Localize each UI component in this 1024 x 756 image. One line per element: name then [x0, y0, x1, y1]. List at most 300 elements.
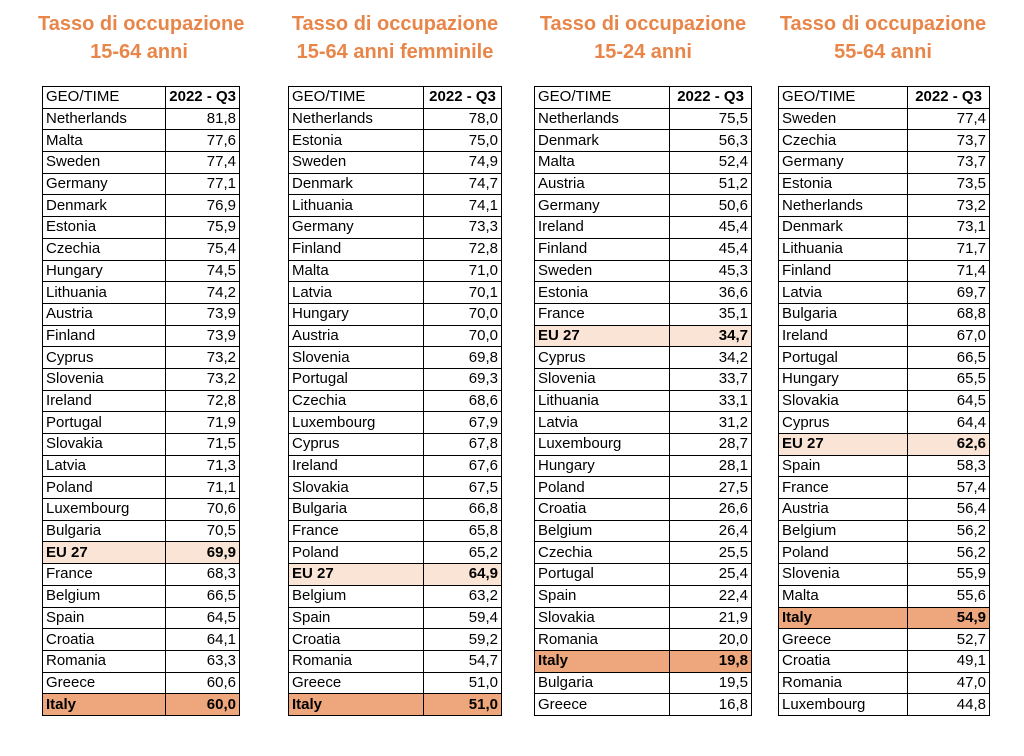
cell-country: Romania	[43, 650, 166, 672]
cell-country: EU 27	[779, 434, 908, 456]
table-row	[289, 412, 502, 434]
cell-value: 63,2	[424, 585, 502, 607]
table-row	[779, 390, 990, 412]
cell-country: Spain	[535, 585, 670, 607]
cell-value: 60,6	[166, 672, 240, 694]
panel-title-line1: Tasso di occupazione	[38, 13, 245, 35]
cell-value: 69,9	[166, 542, 240, 564]
cell-value: 73,9	[166, 325, 240, 347]
table-row	[289, 282, 502, 304]
cell-value: 75,9	[166, 217, 240, 239]
table-row	[535, 520, 752, 542]
cell-country: Slovakia	[779, 390, 908, 412]
cell-value: 49,1	[908, 650, 990, 672]
cell-value: 65,8	[424, 520, 502, 542]
table-row	[43, 260, 240, 282]
cell-country: Bulgaria	[289, 499, 424, 521]
cell-value: 47,0	[908, 672, 990, 694]
cell-country: Czechia	[535, 542, 670, 564]
table-row	[289, 390, 502, 412]
panel-title-line1: Tasso di occupazione	[291, 13, 499, 35]
table-row	[779, 238, 990, 260]
cell-value: 81,8	[166, 108, 240, 130]
cell-value: 64,5	[908, 390, 990, 412]
cell-country: Germany	[43, 173, 166, 195]
cell-value: 52,7	[908, 629, 990, 651]
cell-country: EU 27	[289, 564, 424, 586]
table-header-row	[43, 87, 240, 109]
header-period: 2022 - Q3	[424, 87, 502, 109]
table-row	[535, 173, 752, 195]
cell-value: 66,8	[424, 499, 502, 521]
cell-value: 54,7	[424, 650, 502, 672]
table-row	[535, 217, 752, 239]
cell-value: 68,8	[908, 303, 990, 325]
table-row	[779, 130, 990, 152]
table-row	[535, 195, 752, 217]
table-row-eu27	[43, 542, 240, 564]
panel-title	[534, 10, 752, 68]
cell-value: 73,2	[166, 368, 240, 390]
cell-country: Estonia	[289, 130, 424, 152]
cell-country: Denmark	[289, 173, 424, 195]
cell-value: 51,0	[424, 672, 502, 694]
table-row	[43, 672, 240, 694]
cell-country: Denmark	[43, 195, 166, 217]
table-row	[43, 325, 240, 347]
cell-country: Poland	[43, 477, 166, 499]
cell-value: 71,7	[908, 238, 990, 260]
cell-country: Romania	[289, 650, 424, 672]
table-row	[535, 303, 752, 325]
cell-country: Latvia	[289, 282, 424, 304]
table-row	[779, 499, 990, 521]
cell-country: Czechia	[289, 390, 424, 412]
table-header-row	[535, 87, 752, 109]
table-row	[43, 173, 240, 195]
table-row	[289, 173, 502, 195]
table-header-row	[289, 87, 502, 109]
table-row	[43, 195, 240, 217]
table-row-italy	[43, 694, 240, 716]
cell-value: 19,5	[670, 672, 752, 694]
cell-value: 64,5	[166, 607, 240, 629]
table-row	[535, 564, 752, 586]
table-row	[535, 108, 752, 130]
cell-country: Slovenia	[43, 368, 166, 390]
cell-country: Latvia	[779, 282, 908, 304]
cell-value: 72,8	[424, 238, 502, 260]
table-row	[43, 455, 240, 477]
employment-table	[42, 86, 240, 716]
table-row	[535, 390, 752, 412]
table-row	[43, 499, 240, 521]
cell-value: 66,5	[908, 347, 990, 369]
cell-value: 67,0	[908, 325, 990, 347]
cell-country: Austria	[535, 173, 670, 195]
cell-country: Cyprus	[535, 347, 670, 369]
cell-value: 28,7	[670, 434, 752, 456]
cell-country: Latvia	[535, 412, 670, 434]
cell-country: France	[289, 520, 424, 542]
cell-value: 73,2	[908, 195, 990, 217]
cell-country: Germany	[535, 195, 670, 217]
cell-value: 66,5	[166, 585, 240, 607]
cell-country: Croatia	[289, 629, 424, 651]
cell-value: 59,2	[424, 629, 502, 651]
table-row	[289, 108, 502, 130]
cell-country: Ireland	[535, 217, 670, 239]
cell-country: Belgium	[289, 585, 424, 607]
cell-value: 28,1	[670, 455, 752, 477]
table-row	[779, 412, 990, 434]
table-row	[43, 585, 240, 607]
panel-employment-15-64-female	[288, 0, 502, 713]
panel-employment-55-64	[776, 0, 990, 713]
employment-table	[778, 86, 990, 716]
table-row	[779, 650, 990, 672]
panel-title-line1: Tasso di occupazione	[539, 13, 747, 35]
cell-value: 33,1	[670, 390, 752, 412]
cell-value: 63,3	[166, 650, 240, 672]
cell-country: Italy	[289, 694, 424, 716]
table-row	[535, 585, 752, 607]
table-row	[779, 477, 990, 499]
panel-title-line2: 15-64 anni femminile	[296, 41, 494, 63]
cell-value: 25,4	[670, 564, 752, 586]
table-row	[779, 629, 990, 651]
cell-value: 75,4	[166, 238, 240, 260]
table-row	[289, 303, 502, 325]
employment-table	[288, 86, 502, 716]
cell-value: 71,9	[166, 412, 240, 434]
panel-title-line2: 55-64 anni	[834, 41, 932, 63]
cell-country: Romania	[535, 629, 670, 651]
table-row	[779, 347, 990, 369]
cell-country: Slovakia	[289, 477, 424, 499]
cell-value: 73,2	[166, 347, 240, 369]
cell-country: Romania	[779, 672, 908, 694]
cell-value: 45,4	[670, 217, 752, 239]
table-row	[289, 672, 502, 694]
cell-country: Estonia	[779, 173, 908, 195]
cell-country: Poland	[289, 542, 424, 564]
cell-country: Hungary	[43, 260, 166, 282]
cell-value: 59,4	[424, 607, 502, 629]
cell-value: 69,3	[424, 368, 502, 390]
cell-value: 75,0	[424, 130, 502, 152]
table-row	[289, 434, 502, 456]
cell-value: 67,6	[424, 455, 502, 477]
cell-country: Belgium	[535, 520, 670, 542]
cell-country: Sweden	[289, 152, 424, 174]
table-row	[289, 499, 502, 521]
cell-value: 51,0	[424, 694, 502, 716]
cell-country: Austria	[779, 499, 908, 521]
table-row	[289, 629, 502, 651]
table-row	[43, 650, 240, 672]
table-row	[779, 173, 990, 195]
cell-value: 65,2	[424, 542, 502, 564]
cell-value: 36,6	[670, 282, 752, 304]
cell-value: 73,3	[424, 217, 502, 239]
cell-country: Denmark	[535, 130, 670, 152]
cell-country: Ireland	[289, 455, 424, 477]
table-row	[289, 542, 502, 564]
cell-value: 73,5	[908, 173, 990, 195]
cell-country: Poland	[535, 477, 670, 499]
table-row	[535, 347, 752, 369]
cell-country: Spain	[779, 455, 908, 477]
table-row	[779, 564, 990, 586]
cell-country: Slovenia	[289, 347, 424, 369]
table-row	[779, 585, 990, 607]
cell-country: Malta	[289, 260, 424, 282]
cell-value: 56,2	[908, 520, 990, 542]
table-row	[43, 564, 240, 586]
table-row	[779, 694, 990, 716]
table-row	[289, 195, 502, 217]
table-row	[289, 585, 502, 607]
table-header-row	[779, 87, 990, 109]
cell-country: Greece	[535, 694, 670, 716]
table-row	[535, 282, 752, 304]
cell-value: 71,3	[166, 455, 240, 477]
cell-value: 62,6	[908, 434, 990, 456]
table-row-eu27	[289, 564, 502, 586]
header-country: GEO/TIME	[289, 87, 424, 109]
table-row-eu27	[779, 434, 990, 456]
table-row	[779, 195, 990, 217]
cell-country: Sweden	[535, 260, 670, 282]
table-row-italy	[289, 694, 502, 716]
cell-value: 75,5	[670, 108, 752, 130]
cell-country: Portugal	[289, 368, 424, 390]
cell-value: 64,9	[424, 564, 502, 586]
cell-country: Germany	[779, 152, 908, 174]
table-row	[535, 477, 752, 499]
cell-value: 67,9	[424, 412, 502, 434]
cell-country: Bulgaria	[779, 303, 908, 325]
cell-country: Greece	[779, 629, 908, 651]
cell-value: 71,0	[424, 260, 502, 282]
panel-title	[38, 10, 245, 68]
table-row	[535, 607, 752, 629]
cell-value: 69,8	[424, 347, 502, 369]
cell-value: 51,2	[670, 173, 752, 195]
cell-country: Luxembourg	[535, 434, 670, 456]
cell-value: 22,4	[670, 585, 752, 607]
table-row	[289, 260, 502, 282]
cell-value: 73,9	[166, 303, 240, 325]
table-row	[289, 238, 502, 260]
cell-value: 45,4	[670, 238, 752, 260]
cell-country: Malta	[43, 130, 166, 152]
cell-value: 68,6	[424, 390, 502, 412]
panel-title-line2: 15-24 anni	[594, 41, 692, 63]
cell-value: 44,8	[908, 694, 990, 716]
cell-value: 76,9	[166, 195, 240, 217]
table-row	[535, 152, 752, 174]
cell-value: 56,2	[908, 542, 990, 564]
cell-country: Luxembourg	[289, 412, 424, 434]
employment-table	[534, 86, 752, 716]
cell-value: 64,4	[908, 412, 990, 434]
header-country: GEO/TIME	[43, 87, 166, 109]
cell-country: Bulgaria	[43, 520, 166, 542]
cell-value: 56,3	[670, 130, 752, 152]
table-row	[535, 368, 752, 390]
cell-value: 60,0	[166, 694, 240, 716]
table-row	[779, 260, 990, 282]
cell-value: 72,8	[166, 390, 240, 412]
cell-value: 74,2	[166, 282, 240, 304]
cell-country: Slovenia	[535, 368, 670, 390]
table-row	[43, 368, 240, 390]
cell-value: 21,9	[670, 607, 752, 629]
table-row	[779, 672, 990, 694]
cell-value: 67,8	[424, 434, 502, 456]
cell-country: Estonia	[535, 282, 670, 304]
cell-value: 74,1	[424, 195, 502, 217]
table-row	[535, 455, 752, 477]
cell-country: Luxembourg	[43, 499, 166, 521]
cell-value: 74,5	[166, 260, 240, 282]
cell-value: 35,1	[670, 303, 752, 325]
cell-country: Croatia	[535, 499, 670, 521]
cell-value: 26,4	[670, 520, 752, 542]
cell-country: Hungary	[289, 303, 424, 325]
table-row	[779, 217, 990, 239]
panel-title	[776, 10, 990, 68]
cell-country: Ireland	[43, 390, 166, 412]
cell-country: Spain	[289, 607, 424, 629]
cell-country: Portugal	[535, 564, 670, 586]
table-row	[289, 217, 502, 239]
cell-value: 16,8	[670, 694, 752, 716]
panel-title	[288, 10, 502, 68]
table-row	[289, 607, 502, 629]
table-row	[43, 477, 240, 499]
cell-value: 45,3	[670, 260, 752, 282]
table-row	[535, 238, 752, 260]
cell-country: EU 27	[43, 542, 166, 564]
cell-value: 19,8	[670, 650, 752, 672]
cell-country: France	[43, 564, 166, 586]
cell-country: Italy	[43, 694, 166, 716]
table-row	[779, 325, 990, 347]
table-row-eu27	[535, 325, 752, 347]
cell-value: 77,4	[166, 152, 240, 174]
cell-country: Italy	[535, 650, 670, 672]
cell-country: Portugal	[43, 412, 166, 434]
table-row	[535, 542, 752, 564]
cell-country: Netherlands	[43, 108, 166, 130]
cell-value: 74,7	[424, 173, 502, 195]
cell-country: Croatia	[43, 629, 166, 651]
cell-country: France	[535, 303, 670, 325]
cell-value: 58,3	[908, 455, 990, 477]
cell-value: 25,5	[670, 542, 752, 564]
cell-value: 34,2	[670, 347, 752, 369]
header-country: GEO/TIME	[535, 87, 670, 109]
table-row	[289, 520, 502, 542]
cell-country: Sweden	[43, 152, 166, 174]
panel-title-line1: Tasso di occupazione	[779, 13, 987, 35]
cell-country: Poland	[779, 542, 908, 564]
cell-value: 73,7	[908, 130, 990, 152]
panel-employment-15-24	[534, 0, 752, 713]
table-row	[289, 152, 502, 174]
cell-country: Slovakia	[43, 434, 166, 456]
cell-country: EU 27	[535, 325, 670, 347]
table-row	[535, 434, 752, 456]
cell-value: 64,1	[166, 629, 240, 651]
table-row	[779, 108, 990, 130]
cell-value: 57,4	[908, 477, 990, 499]
table-row	[43, 629, 240, 651]
cell-value: 69,7	[908, 282, 990, 304]
panel-title-line2: 15-64 anni	[90, 41, 188, 63]
cell-country: Denmark	[779, 217, 908, 239]
cell-country: Lithuania	[535, 390, 670, 412]
cell-country: France	[779, 477, 908, 499]
cell-country: Belgium	[779, 520, 908, 542]
cell-country: Austria	[43, 303, 166, 325]
table-row	[43, 108, 240, 130]
header-period: 2022 - Q3	[166, 87, 240, 109]
cell-country: Netherlands	[779, 195, 908, 217]
cell-value: 56,4	[908, 499, 990, 521]
table-row	[535, 260, 752, 282]
cell-country: Cyprus	[43, 347, 166, 369]
cell-country: Finland	[779, 260, 908, 282]
table-row	[535, 672, 752, 694]
table-row	[779, 520, 990, 542]
cell-value: 71,5	[166, 434, 240, 456]
table-row	[779, 455, 990, 477]
cell-country: Austria	[289, 325, 424, 347]
cell-country: Sweden	[779, 108, 908, 130]
table-row	[43, 412, 240, 434]
table-row	[779, 303, 990, 325]
table-row	[289, 650, 502, 672]
cell-country: Italy	[779, 607, 908, 629]
cell-country: Finland	[535, 238, 670, 260]
table-row	[43, 238, 240, 260]
cell-value: 73,1	[908, 217, 990, 239]
cell-value: 33,7	[670, 368, 752, 390]
table-row	[535, 130, 752, 152]
table-row	[43, 390, 240, 412]
cell-country: Cyprus	[779, 412, 908, 434]
cell-value: 50,6	[670, 195, 752, 217]
table-row	[535, 694, 752, 716]
table-row	[43, 217, 240, 239]
cell-country: Netherlands	[535, 108, 670, 130]
table-row	[43, 520, 240, 542]
table-row	[43, 282, 240, 304]
table-row-italy	[779, 607, 990, 629]
cell-value: 77,4	[908, 108, 990, 130]
table-row	[779, 542, 990, 564]
panel-employment-15-64	[38, 0, 245, 713]
cell-country: Hungary	[779, 368, 908, 390]
cell-value: 77,1	[166, 173, 240, 195]
table-row	[779, 282, 990, 304]
cell-country: Estonia	[43, 217, 166, 239]
table-row	[289, 455, 502, 477]
